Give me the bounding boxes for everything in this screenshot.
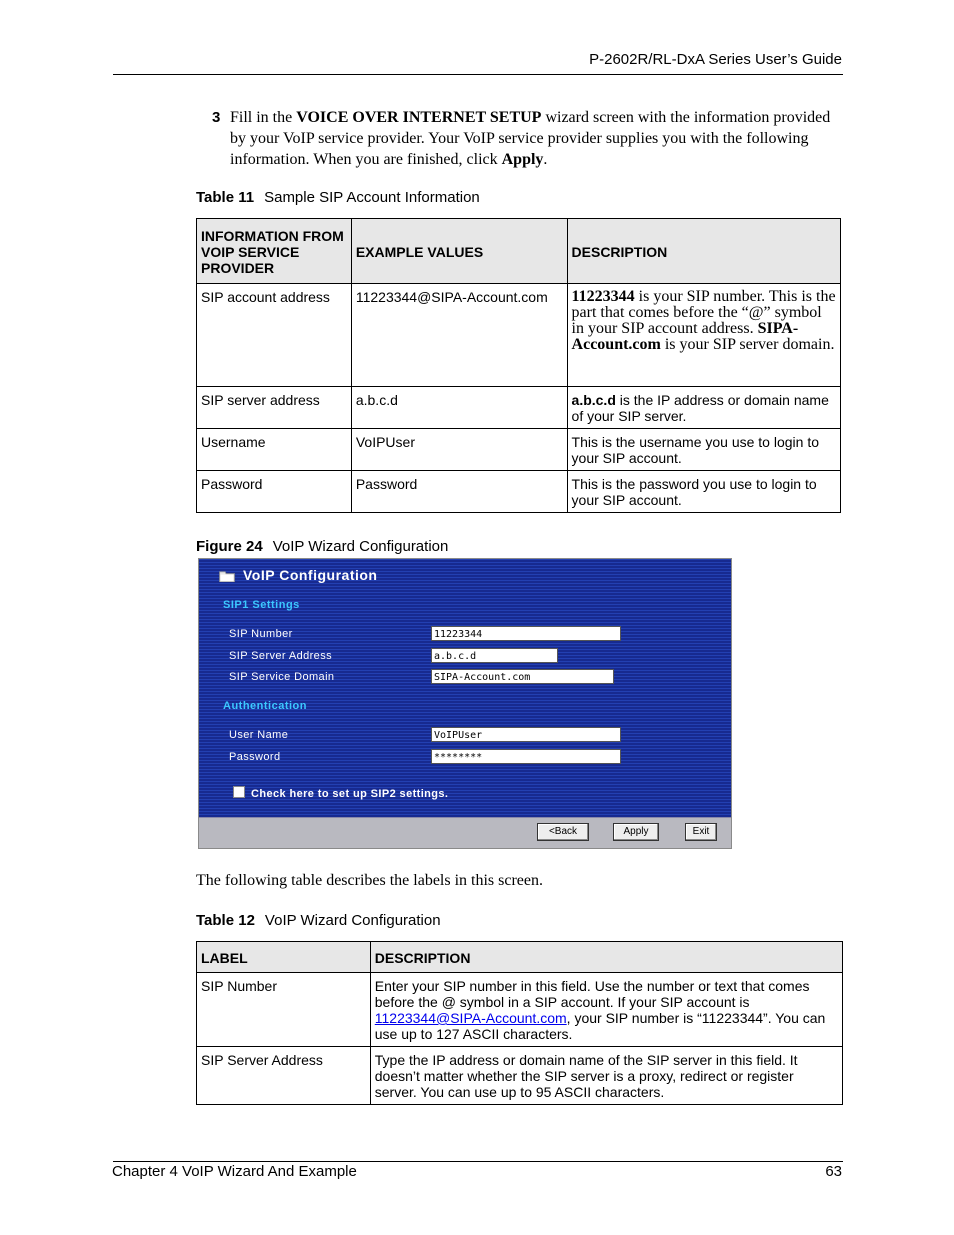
table-cell: SIP Server Address [197,1047,371,1105]
table-cell: SIP account address [197,284,352,387]
screen-title: VoIP Configuration [221,567,377,583]
step-number: 3 [212,109,221,126]
folder-icon [219,570,235,582]
table-header-row [197,219,841,284]
user-name-label: User Name [229,729,289,741]
sip2-checkbox[interactable] [233,786,245,798]
table-cell: Enter your SIP number in this field. Use the number or text that comes before the @ symbol in a SIP account. If your SIP account is 11223344@SIPA-Account.com, your SIP number is “11223344”. You can use up to 127 ASCII characters. [370,973,842,1047]
table-cell: SIP server address [197,387,352,429]
header-rule [113,74,843,75]
password-input[interactable]: ******** [431,749,621,764]
sip2-checkbox-row[interactable] [233,786,448,800]
table-row [197,429,841,471]
guide-title: P-2602R/RL-DxA Series User’s Guide [589,51,842,68]
table-11-caption: Table 11 Sample SIP Account Information [196,189,480,206]
table-cell: Username [197,429,352,471]
table-row [197,973,843,1047]
table-header-row [197,942,843,973]
column-header: DESCRIPTION [567,219,840,284]
intro-paragraph: The following table describes the labels in this screen. [196,872,544,889]
sip-service-domain-input[interactable]: SIPA-Account.com [431,669,614,684]
step-3 [212,107,832,170]
sip-server-address-label: SIP Server Address [229,650,332,662]
password-label: Password [229,751,281,763]
authentication-heading: Authentication [223,700,307,712]
sip-service-domain-label: SIP Service Domain [229,671,335,683]
table-row [197,1047,843,1105]
table-11 [196,218,841,513]
exit-button[interactable]: Exit [685,823,717,841]
column-header: EXAMPLE VALUES [351,219,567,284]
chapter-title: Chapter 4 VoIP Wizard And Example [112,1163,357,1180]
table-cell: Password [197,471,352,513]
user-name-input[interactable]: VoIPUser [431,727,621,742]
footer-rule [113,1161,843,1162]
table-cell: 11223344@SIPA-Account.com [351,284,567,387]
table-cell: This is the username you use to login to your SIP account. [567,429,840,471]
table-12-caption: Table 12 VoIP Wizard Configuration [196,912,441,929]
step-text: Fill in the VOICE OVER INTERNET SETUP wizard screen with the information provided by your VoIP service provider. Your VoIP service provider supplies you with the following information. When you are finished, click Apply. [230,109,831,168]
sip1-settings-heading: SIP1 Settings [223,599,300,611]
column-header: LABEL [197,942,371,973]
table-cell: 11223344 is your SIP number. This is the part that comes before the “@” symbol in your SIP account address. SIPA-Account.com is your SIP server domain. [567,284,840,387]
table-cell: a.b.c.d is the IP address or domain name of your SIP server. [567,387,840,429]
voip-wizard-screenshot [198,558,732,849]
sip-server-address-input[interactable]: a.b.c.d [431,648,558,663]
table-row [197,387,841,429]
sip-account-link[interactable]: 11223344@SIPA-Account.com [374,1010,567,1026]
page-number: 63 [825,1163,842,1180]
table-row [197,284,841,387]
sip2-checkbox-label: Check here to set up SIP2 settings. [251,788,449,800]
figure-24-caption: Figure 24 VoIP Wizard Configuration [196,538,449,555]
sip-number-input[interactable]: 11223344 [431,626,621,641]
apply-button[interactable]: Apply [613,823,659,841]
table-cell: This is the password you use to login to your SIP account. [567,471,840,513]
table-12 [196,941,843,1105]
column-header: DESCRIPTION [370,942,842,973]
table-cell: SIP Number [197,973,371,1047]
column-header: INFORMATION FROM VOIP SERVICE PROVIDER [197,219,352,284]
table-cell: a.b.c.d [351,387,567,429]
table-cell: Password [351,471,567,513]
sip-number-label: SIP Number [229,628,293,640]
table-cell: Type the IP address or domain name of the SIP server in this field. It doesn’t matter whether the SIP server is a proxy, redirect or register server. You can use up to 95 ASCII characters. [370,1047,842,1105]
back-button[interactable]: <Back [537,823,589,841]
table-cell: VoIPUser [351,429,567,471]
table-row [197,471,841,513]
